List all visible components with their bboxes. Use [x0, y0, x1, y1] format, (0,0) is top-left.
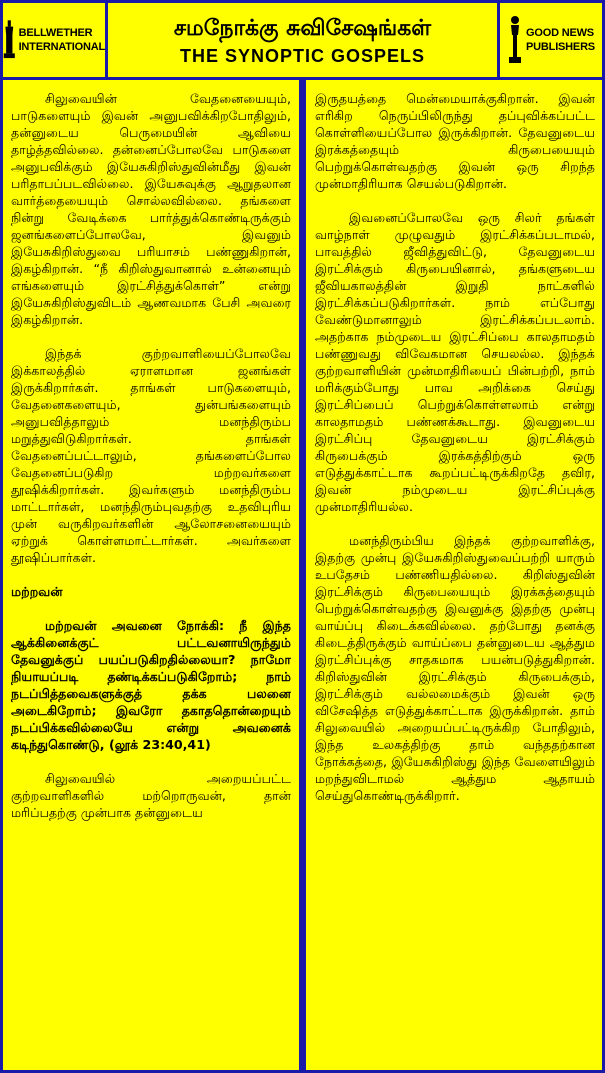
left-paragraph-2: இந்தக் குற்றவாளியைப்போலவே இக்காலத்தில் ஏராளமான ஜனங்கள் இருக்கிறார்கள். தாங்கள் பாடுகளையும், வேதனைகளையும், துன்பங்களையும் அனுபவித்தாலும் மனந்திரும்ப மறுத்துவிடுகிறார்கள். தாங்கள் வேதனைப்பட்டாலும், தங்களைப்போல வேதனைப்படுகிற மற்றவர்களை தூஷிக்கிறார்கள். இவர்களும் மனந்திரும்ப மாட்டார்கள், மனந்திரும்புவதற்கு உதவிபுரிய முன் வருகிறவர்களின் ஆலோசனையையும் ஏற்றுக் கொள்ளமாட்டார்கள். அவர்களை தூஷிப்பார்கள்.	[11, 346, 291, 565]
bell-tower-icon	[3, 15, 16, 65]
logo-left-line2: INTERNATIONAL	[18, 41, 105, 53]
right-column	[315, 90, 595, 1065]
title-tamil: சமநோக்கு சுவிசேஷங்கள்	[173, 15, 432, 41]
column-divider	[299, 80, 306, 1070]
right-paragraph-2: இவனைப்போலவே ஒரு சிலர் தங்கள் வாழ்நாள் முழுவதும் இரட்சிக்கப்படாமல், பாவத்தில் ஜீவித்துவிட்டு, தேவனுடைய இரட்சிக்கும் கிருபையினால், தங்களுடைய ஜீவியகாலத்தின் இறுதி நாட்களில் இரட்சிக்கப்படுகிறார்கள். நாம் எப்போது வேண்டுமானாலும் இரட்சிக்கப்படலாம். அதற்காக நம்முடைய இரட்சிப்பை காலதாமதம் பண்ணுவது விவேகமான செயலல்ல. இந்தக் குற்றவாளியின் முன்மாதிரியைப் பின்பற்றி, நாம் மரிக்கும்போது பாவ அறிக்கை செய்து இரட்சிப்பைப் பெற்றுக்கொள்ளலாம் என்று காலதாமதம் பண்ணக்கூடாது. இவனுடைய இரட்சிப்பு தேவனுடைய இரட்சிக்கும் கிருபைக்கும் இரக்கத்திற்கும் ஒரு எடுத்துக்காட்டாக கூறப்பட்டிருக்கிறதே தவிர, இவன் நம்முடைய இரட்சிப்புக்கு முன்மாதிரியல்ல.	[315, 210, 595, 514]
title-english: THE SYNOPTIC GOSPELS	[179, 45, 426, 66]
left-paragraph-3: சிலுவையில் அறையப்பட்ட குற்றவாளிகளில் மற்றொருவன், தான் மரிப்பதற்கு முன்பாக தன்னுடைய	[11, 771, 291, 820]
left-paragraph-1: சிலுவையின் வேதனையையும், பாடுகளையும் இவன் அனுபவிக்கிறபோதிலும், தன்னுடைய பெருமையின் ஆவியை தாழ்த்தவில்லை. தன்னைப்போலவே பாடுகளை அனுபவிக்கும் இயேசுகிறிஸ்துவின்மீது இவன் பரிதாபப்படவில்லை. இயேசுவுக்கு ஆறுதலான வார்த்தையையும் சொல்லவில்லை. தங்களை நின்று வேடிக்கை பார்த்துக்கொண்டிருக்கும் ஜனங்களைப்போலவே, இவனும் இயேசுகிறிஸ்துவை பரியாசம் பண்ணுகிறான், இகழ்கிறான். “நீ கிறிஸ்துவானால் உன்னையும் எங்களையும் இரட்சித்துக்கொள்” என்று இயேசுகிறிஸ்துவிடம் ஆணவமாக பேசி அவரை இகழ்கிறான்.	[11, 91, 291, 327]
article-body	[0, 80, 605, 1073]
right-paragraph-1: இருதயத்தை மென்மையாக்குகிறான். இவன் எரிகிற நெருப்பிலிருந்து தப்புவிக்கப்பட்ட கொள்ளியைப்போல இருக்கிறான். தேவனுடைய இரக்கத்தையும் கிருபையையும் பெற்றுக்கொள்வதற்கு இவன் ஒரு சிறந்த முன்மாதிரியாக செயல்படுகிறான்.	[315, 91, 595, 191]
left-column	[11, 90, 291, 1065]
logo-right-line1: GOOD NEWS	[526, 27, 594, 39]
right-paragraph-3: மனந்திரும்பிய இந்தக் குற்றவாளிக்கு, இதற்கு முன்பு இயேசுகிறிஸ்துவைப்பற்றி யாரும் உபதேசம் பண்ணியதில்லை. கிறிஸ்துவின் இரட்சிக்கும் கிருபையையும் இரக்கத்தையும் பெற்றுக்கொள்வதற்கு இவனுக்கு இதற்கு முன்பு வாய்ப்பு கிடைக்கவில்லை. தற்போது தனக்கு கிடைத்திருக்கும் வாய்ப்பை தன்னுடைய ஆத்தும இரட்சிப்புக்கு சாதகமாக பயன்படுத்துகிறான். கிறிஸ்துவின் இரட்சிக்கும் கிருபைக்கும், இரட்சிக்கும் வல்லமைக்கும் இவன் ஒரு விசேஷித்த எடுத்துக்காட்டாக இருக்கிறான். தாம் சிலுவையில் அறையப்பட்டிருக்கிற போதிலும், இந்த உலகத்திற்கு தாம் வந்ததற்கான நோக்கத்தை, இயேசுகிறிஸ்து இந்த வேளையிலும் மறந்துவிடாமல் ஆத்தும ஆதாயம் செய்துகொண்டிருக்கிறார்.	[315, 533, 595, 803]
header-banner	[0, 0, 605, 80]
title-area	[108, 3, 497, 77]
section-heading: மற்றவன்	[11, 584, 63, 599]
logo-right-line2: PUBLISHERS	[526, 41, 595, 53]
scripture-quote: மற்றவன் அவனை நோக்கி: நீ இந்த ஆக்கினைக்குட் பட்டவனாயிருந்தும் தேவனுக்குப் பயப்படுகிறதில்லையா? நாமோ நியாயப்படி தண்டிக்கப்படுகிறோம்; நாம் நடப்பித்தவைகளுக்குத் தக்க பலனை அடைகிறோம்; இவரோ தகாததொன்றையும் நடப்பிக்கவில்லையே என்று அவனைக் கடிந்துகொண்டு, (லூக் 23:40,41)	[11, 618, 291, 752]
lamp-post-icon	[507, 15, 523, 65]
good-news-logo	[497, 3, 602, 77]
logo-left-line1: BELLWETHER	[18, 27, 93, 39]
bellwether-logo	[3, 3, 108, 77]
